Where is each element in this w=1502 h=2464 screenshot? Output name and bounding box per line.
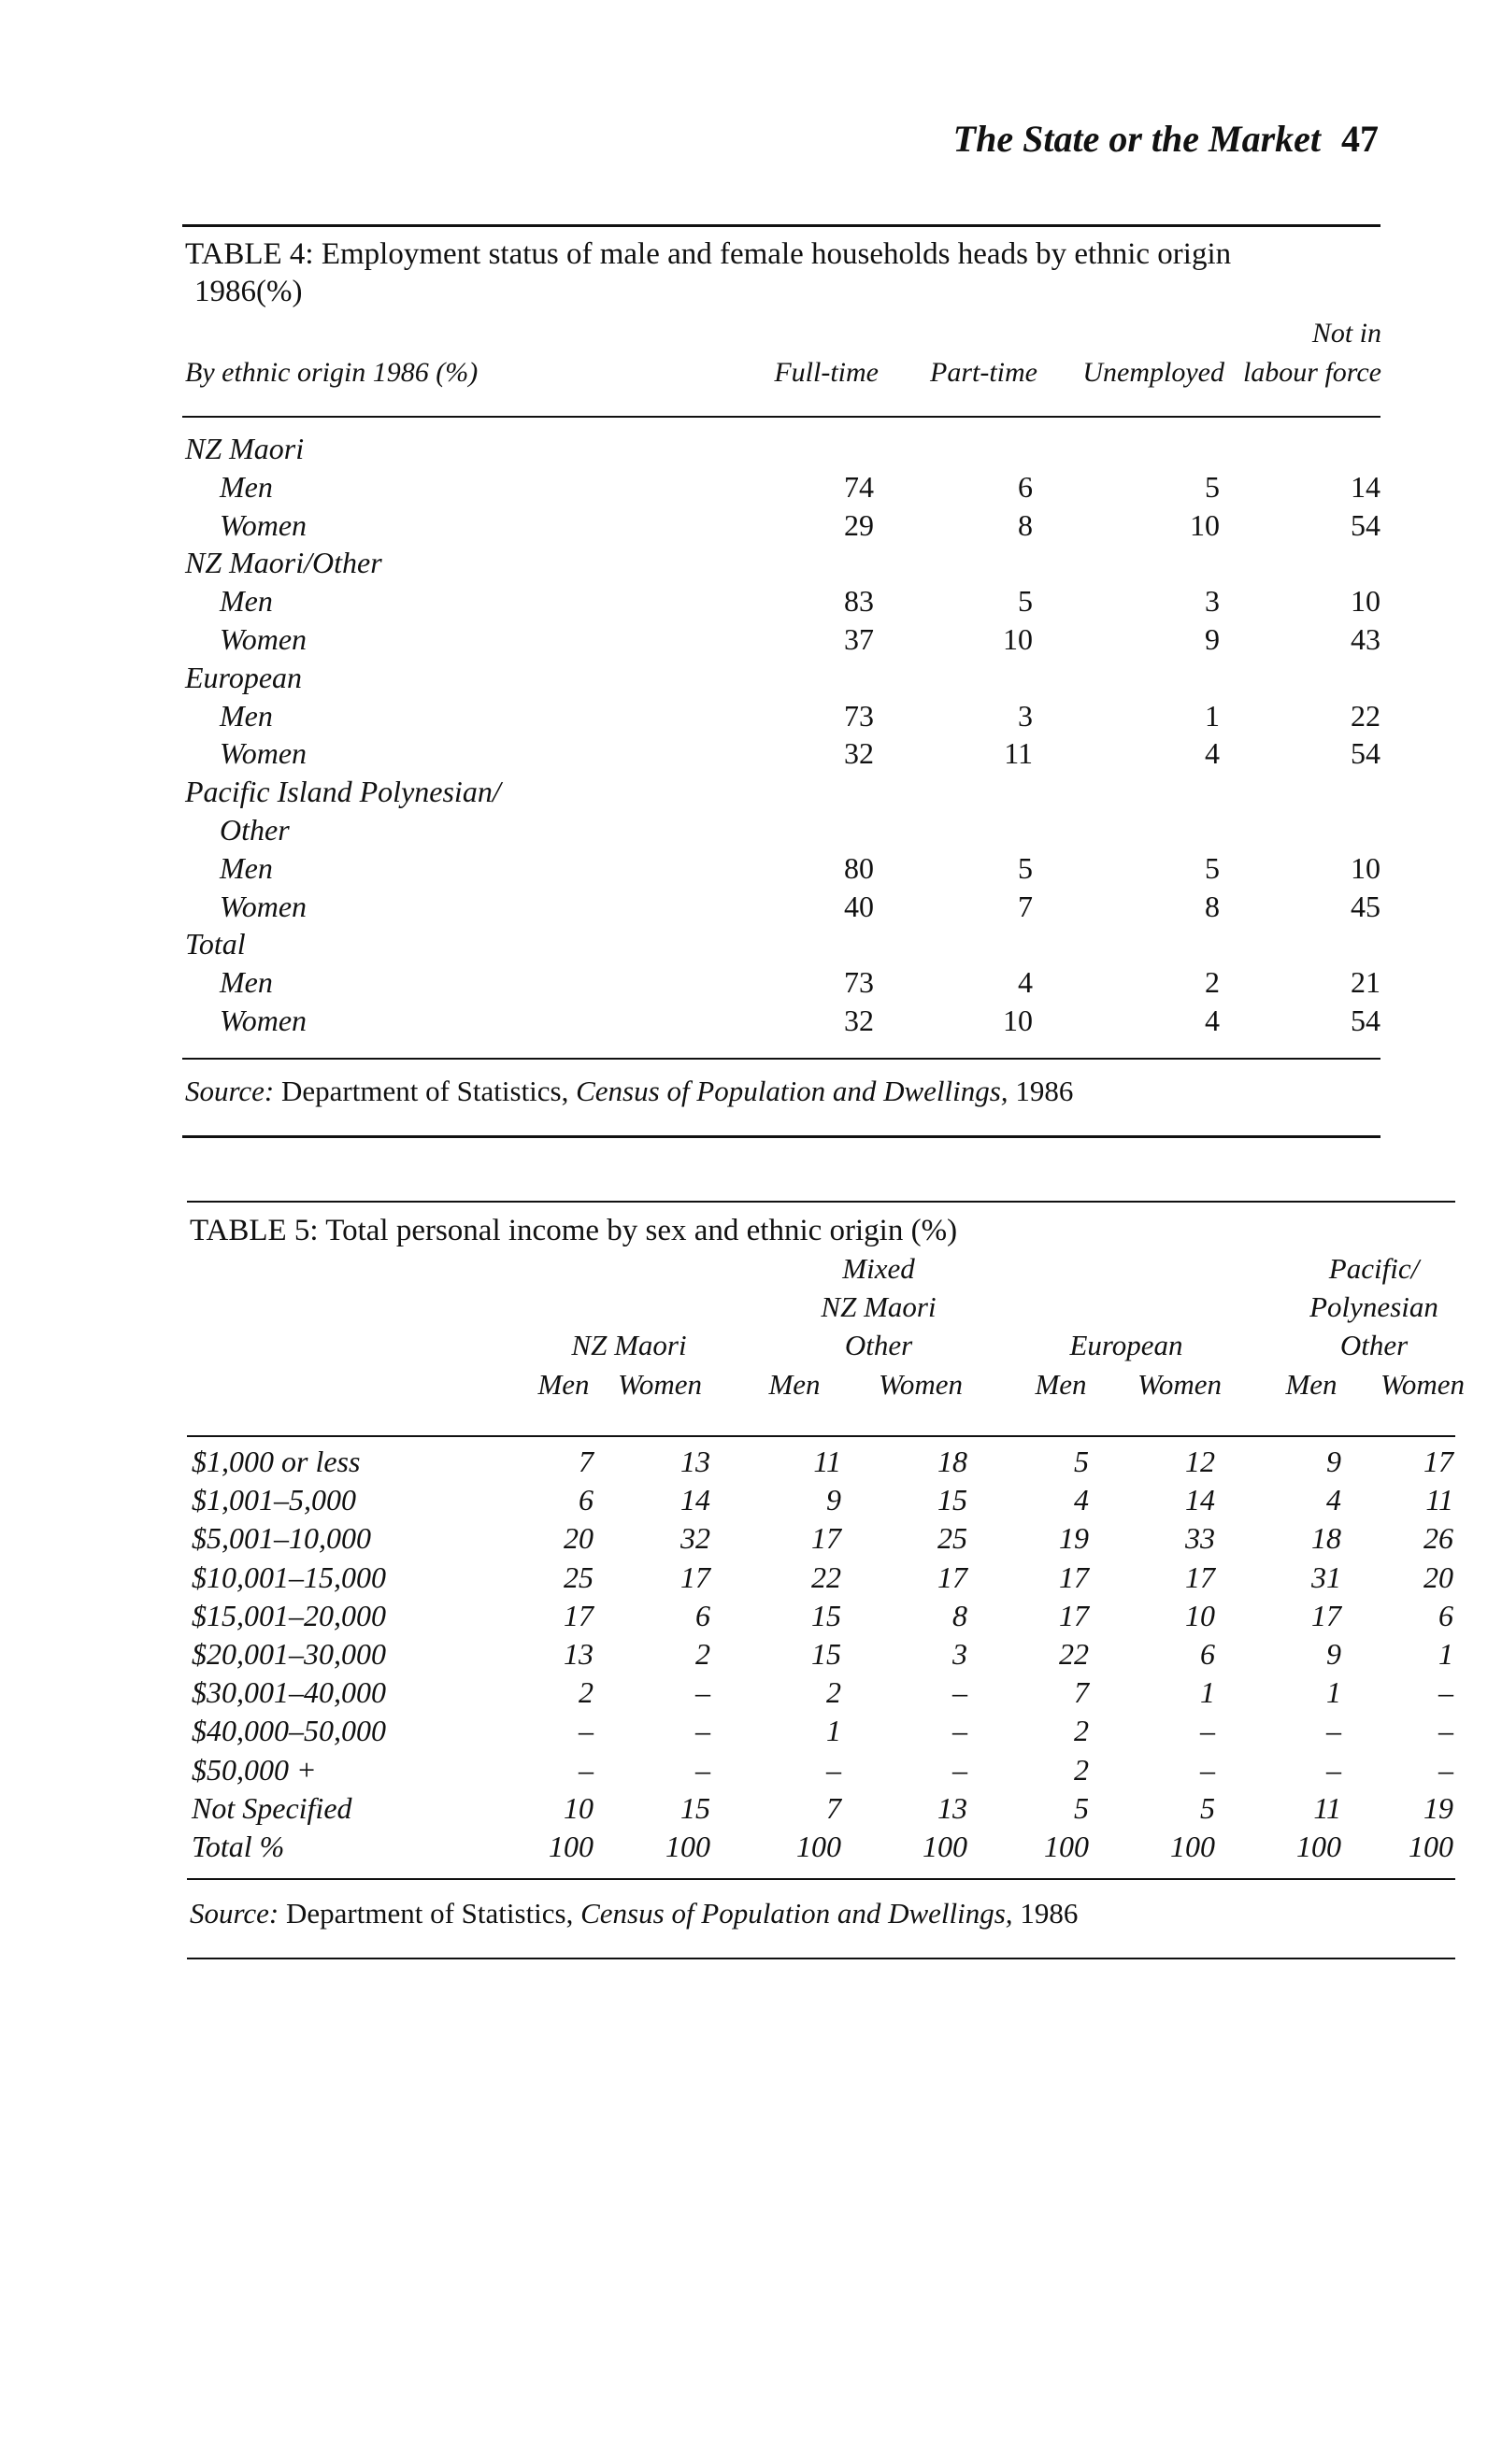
table-cell: 6 <box>695 1598 710 1632</box>
table-cell: 4 <box>1326 1483 1341 1517</box>
table-cell: 1 <box>826 1714 841 1748</box>
table-cell: 6 <box>579 1483 594 1517</box>
table-cell: 5 <box>1018 584 1033 619</box>
table-row <box>0 1674 1502 1711</box>
table-cell: 2 <box>579 1675 594 1710</box>
table-cell: 13 <box>680 1445 710 1478</box>
table-cell: 14 <box>1185 1483 1215 1517</box>
table-row <box>0 1597 1502 1634</box>
table-row <box>0 1712 1502 1749</box>
table-cell: 32 <box>680 1521 710 1556</box>
row-label: $15,001–20,000 <box>192 1598 386 1632</box>
table-cell: 43 <box>1351 622 1380 656</box>
table-cell: 2 <box>695 1637 710 1671</box>
table-cell: 10 <box>1190 507 1220 542</box>
table-cell: 45 <box>1351 889 1380 923</box>
table-cell: 22 <box>1059 1637 1089 1671</box>
table5-source-year: 1986 <box>1020 1897 1079 1930</box>
table-cell: 17 <box>1059 1598 1089 1632</box>
table-cell: 7 <box>826 1790 841 1825</box>
table-cell: 10 <box>1003 622 1033 656</box>
table-cell: 100 <box>1409 1830 1453 1863</box>
group-label: NZ Maori <box>185 432 305 465</box>
table5-body <box>0 1443 1502 1873</box>
table-cell: 10 <box>1185 1598 1215 1632</box>
table-row <box>0 963 1502 1001</box>
table-cell: 11 <box>1313 1790 1341 1825</box>
group-header-line: European <box>1069 1329 1183 1361</box>
running-header <box>182 117 1379 161</box>
running-title: The State or the Market <box>952 118 1321 160</box>
row-label: $5,001–10,000 <box>192 1521 371 1556</box>
table-cell: 11 <box>813 1445 841 1478</box>
table4-source-text: Department of Statistics, <box>281 1075 569 1107</box>
table-cell: 20 <box>564 1521 594 1556</box>
table-row <box>0 1519 1502 1557</box>
group-header-line: Other <box>1339 1329 1409 1361</box>
table-cell: – <box>826 1752 841 1787</box>
table-cell: 11 <box>1004 736 1033 771</box>
table4-col-notin-top: Not in <box>1311 318 1381 349</box>
table-cell: – <box>952 1675 967 1710</box>
table-cell: 31 <box>1311 1560 1341 1594</box>
table-cell: – <box>1326 1714 1341 1748</box>
table-cell: 9 <box>1326 1637 1341 1671</box>
table-cell: 100 <box>796 1830 841 1863</box>
table-cell: 26 <box>1423 1521 1453 1556</box>
table4-body <box>0 430 1502 1047</box>
sub-header: Men <box>1285 1368 1337 1401</box>
table-cell: 7 <box>1074 1675 1089 1710</box>
table-cell: 18 <box>1311 1521 1341 1556</box>
table-row <box>0 506 1502 544</box>
page-number: 47 <box>1341 118 1379 160</box>
group-header-line: Pacific/ <box>1328 1252 1420 1285</box>
table-cell: 100 <box>665 1830 710 1863</box>
sub-header: Men <box>1035 1368 1087 1401</box>
table-cell: 3 <box>1205 584 1220 619</box>
group-label: Pacific Island Polynesian/ <box>185 775 501 809</box>
table-cell: – <box>1438 1675 1453 1710</box>
table-row <box>0 888 1502 925</box>
table-row <box>0 734 1502 772</box>
table-row <box>0 849 1502 887</box>
table-cell: 8 <box>1018 507 1033 542</box>
table-cell: – <box>1438 1752 1453 1787</box>
table-cell: 10 <box>1351 584 1380 619</box>
table-cell: – <box>952 1714 967 1748</box>
table4-source <box>185 1073 1381 1110</box>
table-cell: 19 <box>1059 1521 1089 1556</box>
row-label: Men <box>220 850 273 885</box>
table-cell: 74 <box>844 469 874 504</box>
table-row <box>0 925 1502 962</box>
table-cell: 20 <box>1423 1560 1453 1594</box>
table-cell: 17 <box>1185 1560 1215 1594</box>
table-cell: – <box>1200 1714 1215 1748</box>
table-cell: 100 <box>1170 1830 1215 1863</box>
table-cell: 1 <box>1326 1675 1341 1710</box>
table-cell: 3 <box>952 1637 967 1671</box>
table-cell: 8 <box>952 1598 967 1632</box>
row-label: Total % <box>192 1830 285 1863</box>
table-cell: 100 <box>549 1830 594 1863</box>
row-label: $10,001–15,000 <box>192 1560 386 1594</box>
table4-source-year: 1986 <box>1015 1075 1074 1107</box>
row-label: $30,001–40,000 <box>192 1675 386 1710</box>
table5-header-rule <box>187 1435 1455 1437</box>
row-label: Men <box>220 965 273 1000</box>
table-cell: 2 <box>1074 1714 1089 1748</box>
table-cell: 100 <box>923 1830 967 1863</box>
row-label: Women <box>220 507 308 542</box>
table-row <box>0 811 1502 848</box>
table-cell: 4 <box>1018 965 1033 1000</box>
table-cell: 11 <box>1425 1483 1453 1517</box>
table-cell: 15 <box>937 1483 967 1517</box>
table5-end-rule <box>187 1958 1455 1959</box>
table-cell: 10 <box>1351 850 1380 885</box>
table-row <box>0 1789 1502 1827</box>
table-row <box>0 1751 1502 1788</box>
table-cell: 25 <box>564 1560 594 1594</box>
table-cell: 54 <box>1351 507 1380 542</box>
table-cell: 15 <box>811 1637 841 1671</box>
table-cell: 100 <box>1296 1830 1341 1863</box>
table-cell: 83 <box>844 584 874 619</box>
table-cell: 5 <box>1018 850 1033 885</box>
row-label: Women <box>220 736 308 771</box>
table-cell: 1 <box>1200 1675 1215 1710</box>
table-cell: 2 <box>1074 1752 1089 1787</box>
table-cell: 17 <box>1423 1445 1453 1478</box>
table-cell: 17 <box>1059 1560 1089 1594</box>
table-cell: 22 <box>1351 698 1380 733</box>
table4-bottom-rule <box>182 1058 1380 1060</box>
table4-source-title: Census of Population and Dwellings, <box>576 1075 1008 1107</box>
table4-col-unemployed: Unemployed <box>1082 357 1224 388</box>
table-cell: 13 <box>564 1637 594 1671</box>
table-row <box>0 697 1502 734</box>
table-cell: – <box>695 1714 710 1748</box>
table-cell: 9 <box>826 1483 841 1517</box>
table-row <box>0 659 1502 696</box>
table-cell: 6 <box>1018 469 1033 504</box>
group-label: Other <box>220 813 290 847</box>
group-header-line: Polynesian <box>1309 1290 1438 1323</box>
row-label: Women <box>220 622 308 656</box>
table-cell: 9 <box>1326 1445 1341 1478</box>
table-cell: 100 <box>1044 1830 1089 1863</box>
table4-top-rule <box>182 224 1380 227</box>
table-cell: 6 <box>1438 1598 1453 1632</box>
table-cell: – <box>1200 1752 1215 1787</box>
table5-caption: TABLE 5: Total personal income by sex and ethnic origin (%) <box>190 1214 958 1247</box>
table-cell: 4 <box>1074 1483 1089 1517</box>
table-cell: – <box>579 1752 594 1787</box>
row-label: Men <box>220 469 273 504</box>
table-cell: 32 <box>844 1004 874 1037</box>
sub-header: Women <box>1380 1368 1466 1401</box>
table-cell: 10 <box>564 1790 594 1825</box>
table5-source <box>190 1895 1405 1932</box>
table4-col-parttime: Part-time <box>930 357 1037 388</box>
table-cell: 10 <box>1003 1004 1033 1037</box>
table4-caption-line2: 1986(%) <box>194 275 303 308</box>
table-row <box>0 773 1502 810</box>
table-cell: 17 <box>937 1560 967 1594</box>
table-row <box>0 1443 1502 1480</box>
table-cell: 5 <box>1205 469 1220 504</box>
table-cell: 54 <box>1351 1004 1380 1037</box>
sub-header: Women <box>878 1368 964 1401</box>
row-label: Not Specified <box>192 1790 352 1825</box>
table-cell: 4 <box>1205 736 1220 771</box>
table4-caption <box>185 235 1381 310</box>
table-cell: 33 <box>1185 1521 1215 1556</box>
table-cell: 2 <box>1205 965 1220 1000</box>
table5-source-label: Source: <box>190 1897 279 1930</box>
table5-source-text: Department of Statistics, <box>286 1897 574 1930</box>
table-row <box>0 620 1502 658</box>
table-cell: 13 <box>937 1790 967 1825</box>
sub-header: Men <box>537 1368 590 1401</box>
table-cell: 32 <box>844 736 874 771</box>
table-cell: – <box>952 1752 967 1787</box>
table-cell: 14 <box>1351 469 1380 504</box>
group-header-line: Mixed <box>842 1252 915 1285</box>
sub-header: Women <box>1137 1368 1223 1401</box>
table-row <box>0 468 1502 506</box>
table-cell: 7 <box>579 1445 594 1478</box>
row-label: Men <box>220 584 273 619</box>
row-label: $20,001–30,000 <box>192 1637 386 1671</box>
table-cell: 8 <box>1205 889 1220 923</box>
table-row <box>0 1635 1502 1673</box>
group-header-line: NZ Maori <box>571 1329 687 1361</box>
table-cell: 29 <box>844 507 874 542</box>
table-cell: 6 <box>1200 1637 1215 1671</box>
table-cell: 73 <box>844 965 874 1000</box>
row-label: Women <box>220 1004 308 1037</box>
table-cell: 18 <box>937 1445 967 1478</box>
table-cell: – <box>695 1752 710 1787</box>
table-cell: 17 <box>811 1521 841 1556</box>
table-cell: 5 <box>1205 850 1220 885</box>
table-cell: 9 <box>1205 622 1220 656</box>
group-label: NZ Maori/Other <box>185 546 382 580</box>
table-cell: – <box>1438 1714 1453 1748</box>
table-cell: – <box>695 1675 710 1710</box>
table-cell: 7 <box>1018 889 1033 923</box>
row-label: Women <box>220 889 308 923</box>
table4-header-rule <box>182 416 1380 418</box>
table4-source-label: Source: <box>185 1075 275 1107</box>
table-cell: 12 <box>1185 1445 1215 1478</box>
group-header-line: Other <box>844 1329 913 1361</box>
row-label: $1,000 or less <box>192 1445 361 1478</box>
table4-col-fulltime: Full-time <box>774 357 879 388</box>
table5-bottom-rule <box>187 1878 1455 1880</box>
table-cell: 5 <box>1074 1445 1089 1478</box>
table4-col-labourforce: labour force <box>1242 357 1381 388</box>
group-header-line: NZ Maori <box>821 1290 937 1323</box>
table-cell: 17 <box>564 1598 594 1632</box>
sub-header: Women <box>617 1368 703 1401</box>
table-cell: 54 <box>1351 736 1380 771</box>
table4-caption-line1: TABLE 4: Employment status of male and female households heads by ethnic origin <box>185 237 1232 271</box>
table-cell: 80 <box>844 850 874 885</box>
table-cell: 3 <box>1018 698 1033 733</box>
table-cell: 15 <box>811 1598 841 1632</box>
table-row <box>0 582 1502 620</box>
table-cell: 37 <box>844 622 874 656</box>
group-label: European <box>185 660 303 694</box>
table-cell: – <box>579 1714 594 1748</box>
table-cell: 4 <box>1205 1004 1220 1037</box>
table-row <box>0 544 1502 581</box>
table-cell: 73 <box>844 698 874 733</box>
table-row <box>0 1559 1502 1596</box>
table-cell: 2 <box>826 1675 841 1710</box>
table5-source-title: Census of Population and Dwellings, <box>580 1897 1013 1930</box>
table-cell: 40 <box>844 889 874 923</box>
table-cell: 19 <box>1423 1790 1453 1825</box>
table-cell: 1 <box>1205 698 1220 733</box>
table-row <box>0 1828 1502 1865</box>
table-cell: 5 <box>1200 1790 1215 1825</box>
table4-stub-header: By ethnic origin 1986 (%) <box>185 357 479 388</box>
group-label: Total <box>185 927 246 961</box>
table-cell: 25 <box>937 1521 967 1556</box>
table-cell: 1 <box>1438 1637 1453 1671</box>
table-row <box>0 430 1502 467</box>
table-row <box>0 1002 1502 1039</box>
table-cell: – <box>1326 1752 1341 1787</box>
table-cell: 21 <box>1351 965 1380 1000</box>
table-cell: 5 <box>1074 1790 1089 1825</box>
table-cell: 14 <box>680 1483 710 1517</box>
table5-top-rule <box>187 1201 1455 1203</box>
row-label: $1,001–5,000 <box>192 1483 356 1517</box>
sub-header: Men <box>768 1368 821 1401</box>
table-row <box>0 1481 1502 1518</box>
row-label: $50,000 + <box>192 1752 317 1787</box>
row-label: $40,000–50,000 <box>192 1714 386 1748</box>
row-label: Men <box>220 698 273 733</box>
table4-end-rule <box>182 1135 1380 1138</box>
table-cell: 17 <box>680 1560 710 1594</box>
table-cell: 15 <box>680 1790 710 1825</box>
table-cell: 17 <box>1311 1598 1341 1632</box>
table-cell: 22 <box>811 1560 841 1594</box>
